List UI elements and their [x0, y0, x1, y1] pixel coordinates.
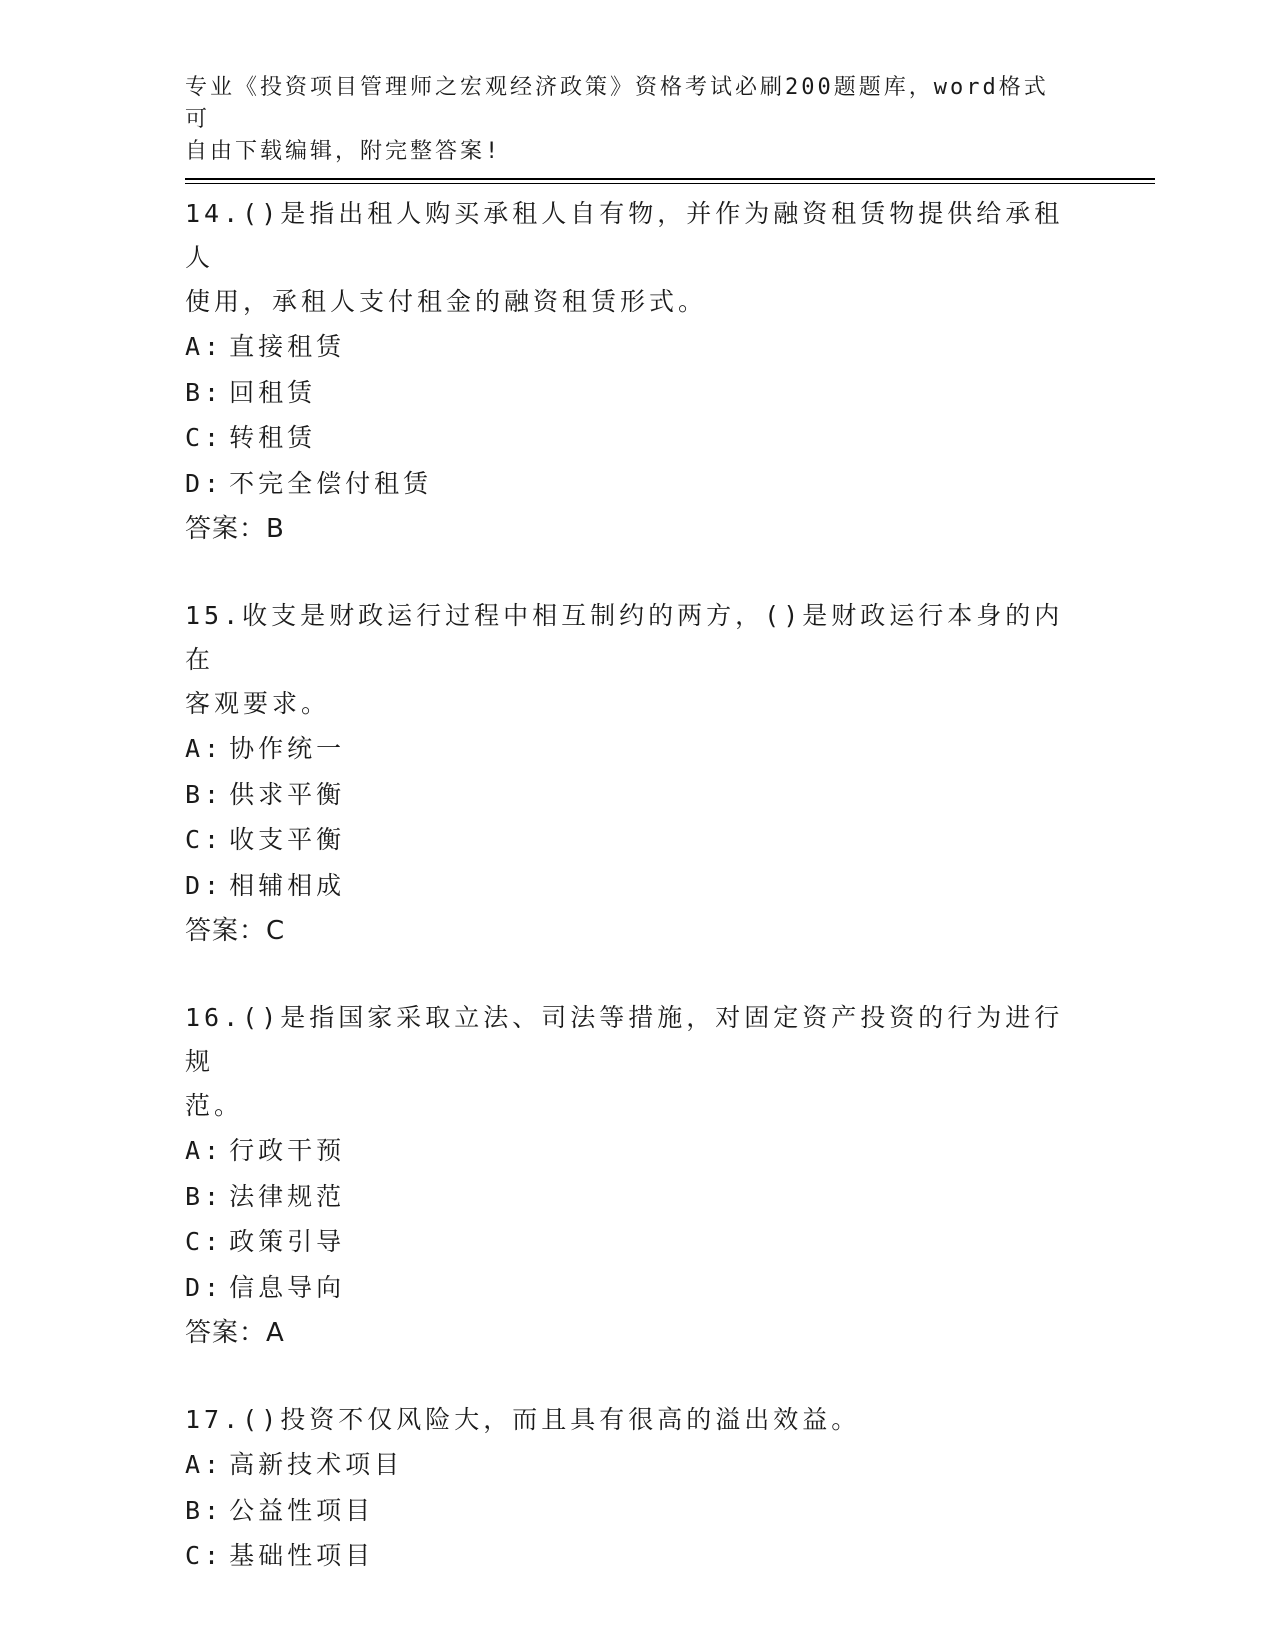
question-stem-line: 客观要求。 [185, 689, 331, 718]
option-a [185, 1442, 1075, 1488]
option-key: C: [185, 1227, 224, 1256]
option-text: 收支平衡 [229, 825, 346, 854]
question-stem [185, 996, 1075, 1128]
question-stem-line: 15.收支是财政运行过程中相互制约的两方，()是财政运行本身的内在 [185, 601, 1064, 674]
option-d [185, 863, 1075, 909]
option-text: 政策引导 [229, 1227, 346, 1256]
option-c [185, 1533, 1075, 1579]
option-d [185, 461, 1075, 507]
header-line-2: 自由下载编辑，附完整答案! [185, 139, 502, 164]
answer-line: 答案：B [185, 514, 285, 544]
option-text: 基础性项目 [229, 1541, 375, 1570]
option-key: B: [185, 1495, 224, 1525]
option-b [185, 1488, 1075, 1534]
option-key: D: [185, 870, 224, 900]
option-text: 行政干预 [229, 1136, 346, 1165]
question-stem-line: 使用，承租人支付租金的融资租赁形式。 [185, 287, 708, 316]
option-b [185, 370, 1075, 416]
question-stem-line: 14.()是指出租人购买承租人自有物，并作为融资租赁物提供给承租人 [185, 199, 1064, 272]
option-c [185, 817, 1075, 863]
option-key: D: [185, 1272, 224, 1302]
option-text: 信息导向 [229, 1272, 346, 1302]
option-text: 直接租赁 [229, 332, 346, 361]
question-14 [185, 192, 1075, 552]
option-key: B: [185, 1181, 224, 1211]
option-key: C: [185, 423, 224, 452]
option-key: A: [185, 1136, 224, 1165]
question-stem [185, 1398, 1075, 1442]
option-key: B: [185, 779, 224, 809]
option-b [185, 1174, 1075, 1220]
question-16 [185, 996, 1075, 1356]
question-stem [185, 192, 1075, 324]
question-list [185, 192, 1075, 1621]
option-key: C: [185, 1541, 224, 1570]
option-key: C: [185, 825, 224, 854]
option-d [185, 1265, 1075, 1311]
answer-line: 答案：A [185, 1318, 285, 1348]
answer-line: 答案：C [185, 916, 286, 946]
option-b [185, 772, 1075, 818]
option-text: 不完全偿付租赁 [229, 468, 433, 498]
option-text: 转租赁 [229, 423, 317, 452]
option-key: A: [185, 332, 224, 361]
option-c [185, 1219, 1075, 1265]
document-header [185, 72, 1065, 168]
option-key: D: [185, 468, 224, 498]
question-stem-line: 17.()投资不仅风险大，而且具有很高的溢出效益。 [185, 1405, 861, 1434]
option-a [185, 1128, 1075, 1174]
option-text: 相辅相成 [229, 870, 346, 900]
option-text: 法律规范 [229, 1181, 346, 1211]
question-stem-line: 范。 [185, 1091, 244, 1120]
question-stem-line: 16.()是指国家采取立法、司法等措施，对固定资产投资的行为进行规 [185, 1003, 1064, 1076]
option-a [185, 324, 1075, 370]
option-c [185, 415, 1075, 461]
header-divider-thick [185, 178, 1155, 180]
option-a [185, 726, 1075, 772]
option-text: 高新技术项目 [229, 1450, 404, 1479]
option-key: B: [185, 377, 224, 407]
option-text: 公益性项目 [229, 1495, 375, 1525]
option-text: 供求平衡 [229, 779, 346, 809]
header-line-1: 专业《投资项目管理师之宏观经济政策》资格考试必刷200题题库，word格式可 [185, 75, 1049, 132]
question-stem [185, 594, 1075, 726]
question-15 [185, 594, 1075, 954]
option-text: 协作统一 [229, 734, 346, 763]
header-divider-thin [185, 183, 1155, 184]
question-17 [185, 1398, 1075, 1579]
option-key: A: [185, 1450, 224, 1479]
option-key: A: [185, 734, 224, 763]
option-text: 回租赁 [229, 377, 317, 407]
